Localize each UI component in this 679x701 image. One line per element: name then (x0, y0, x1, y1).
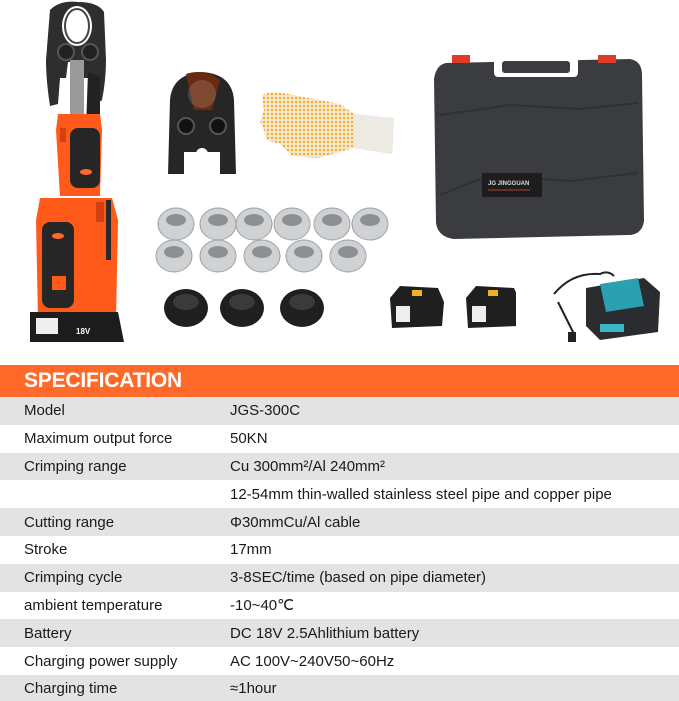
spec-label: ambient temperature (24, 596, 163, 614)
spec-label: Model (24, 402, 65, 420)
spec-value: 50KN (230, 430, 268, 448)
spec-value: 17mm (230, 541, 272, 559)
spec-label: Crimping range (24, 457, 127, 475)
silver-dies-image (152, 200, 396, 280)
spec-row-cutting-range (0, 508, 679, 536)
specification-table (0, 365, 679, 701)
spec-value: Cu 300mm²/Al 240mm² (230, 457, 386, 475)
spec-label: Crimping cycle (24, 569, 123, 587)
crimping-tool-image (20, 0, 130, 352)
spec-row-model (0, 397, 679, 425)
spec-label: Charging power supply (24, 652, 178, 670)
spare-jaw-image (164, 70, 240, 180)
battery-18v-label: 18V (76, 327, 91, 336)
spec-value: AC 100V~240V50~60Hz (230, 652, 395, 670)
spec-row-ambient-temperature (0, 592, 679, 620)
spec-value: JGS-300C (230, 402, 301, 420)
spec-label: Charging time (24, 680, 118, 698)
spec-label: Maximum output force (24, 430, 173, 448)
spec-value: DC 18V 2.5Ahlithium battery (230, 624, 420, 642)
spec-row-crimping-range (0, 453, 679, 481)
spec-value: 3-8SEC/time (based on pipe diameter) (230, 569, 486, 587)
spec-value: Φ30mmCu/Al cable (230, 513, 361, 531)
spec-label: Stroke (24, 541, 68, 559)
spec-row-charging-power-supply (0, 647, 679, 675)
spec-value: -10~40℃ (230, 597, 294, 615)
glove-image (258, 88, 398, 160)
spec-value: 12-54mm thin-walled stainless steel pipe and copper pipe (230, 485, 612, 503)
specification-header: SPECIFICATION (0, 365, 679, 397)
case-brand-label: JG JINGGUAN (488, 181, 530, 187)
spec-row-max-output-force (0, 425, 679, 453)
spec-row-crimping-range-pipe (0, 480, 679, 508)
spec-value: ≈1hour (230, 680, 277, 698)
spec-row-crimping-cycle (0, 564, 679, 592)
black-dies-image (162, 286, 332, 330)
carrying-case-image (430, 55, 650, 241)
spec-row-charging-time (0, 675, 679, 701)
spec-row-stroke (0, 536, 679, 564)
spec-label: Battery (24, 624, 72, 642)
battery-packs-image (386, 282, 516, 332)
battery-charger-image (548, 262, 664, 346)
spec-label: Cutting range (24, 513, 115, 531)
spec-row-battery (0, 619, 679, 647)
